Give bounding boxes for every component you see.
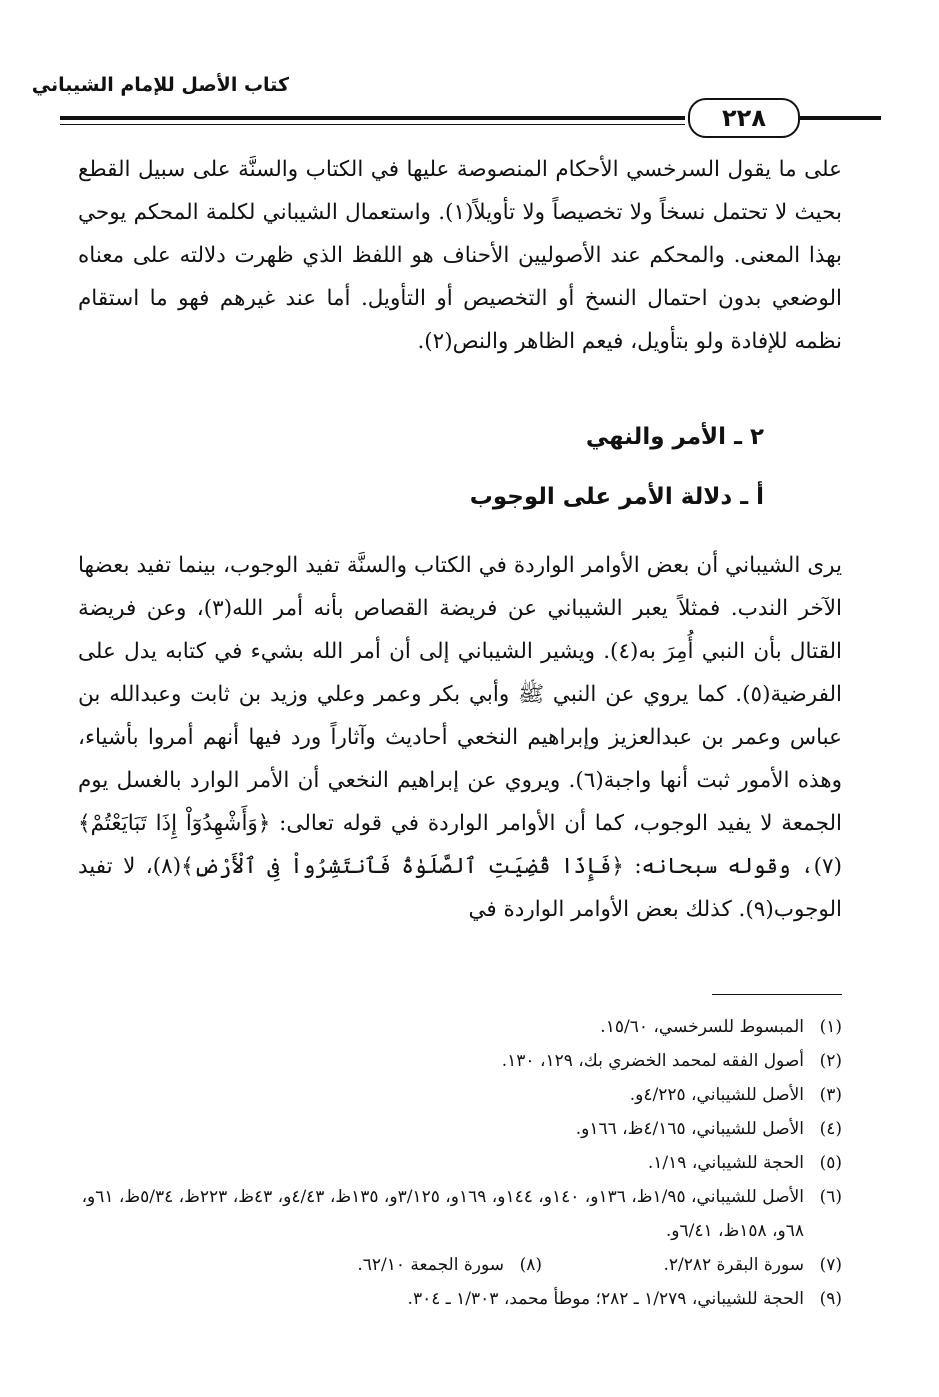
footnote-text: سورة البقرة ٢/٢٨٢. <box>663 1255 804 1275</box>
footnote-text: المبسوط للسرخسي، ١٥/٦٠. <box>600 1017 804 1037</box>
footnote-text: الأصل للشيباني، ٤/١٦٥ظ، ١٦٦و. <box>575 1119 804 1139</box>
footnote-number: (١) <box>819 1017 842 1037</box>
footnote-6 <box>80 1180 842 1248</box>
footnotes <box>80 1010 842 1316</box>
footnote-7 <box>542 1248 842 1282</box>
footnote-number: (٦) <box>819 1187 842 1207</box>
intro-paragraph: على ما يقول السرخسي الأحكام المنصوصة عليها في الكتاب والسنَّة على سبيل القطع بحيث لا تحتمل نسخاً ولا تخصيصاً ولا تأويلاً(١). واستعمال الشيباني لكلمة المحكم يوحي بهذا المعنى. والمحكم عند الأصوليين الأحناف هو اللفظ الذي ظهرت دلالته على معناه الوضعي بدون احتمال النسخ أو التخصيص أو التأويل. أما عند غيرهم فهو ما استقام نظمه للإفادة ولو بتأويل، فيعم الظاهر والنص(٢). <box>78 157 842 354</box>
footnote-number: (٤) <box>819 1119 842 1139</box>
footnote-text: أصول الفقه لمحمد الخضري بك، ١٢٩، ١٣٠. <box>501 1051 804 1071</box>
subsection-heading: أ ـ دلالة الأمر على الوجوب <box>469 484 764 510</box>
footnote-3 <box>80 1078 842 1112</box>
footnote-2 <box>80 1044 842 1078</box>
header-rule-right <box>797 116 881 120</box>
footnote-text: الأصل للشيباني، ٤/٢٢٥و. <box>629 1085 804 1105</box>
footnote-1 <box>80 1010 842 1044</box>
section-heading: ٢ ـ الأمر والنهي <box>585 424 764 450</box>
header-rule <box>60 116 685 120</box>
footnote-9 <box>80 1282 842 1316</box>
footnote-text: الحجة للشيباني، ١/١٩. <box>647 1153 804 1173</box>
footnote-number: (٥) <box>819 1153 842 1173</box>
footnote-number: (٢) <box>819 1051 842 1071</box>
footnote-8 <box>242 1248 542 1282</box>
footnote-text: سورة الجمعة ٦٢/١٠. <box>357 1255 504 1275</box>
footnote-number: (٩) <box>819 1289 842 1309</box>
book-title: كتاب الأصل للإمام الشيباني <box>31 74 289 96</box>
footnote-number: (٨) <box>519 1255 542 1275</box>
footnote-text: الأصل للشيباني، ١/٩٥ظ، ١٣٦و، ١٤٠و، ١٤٤و، ١٦٩و، ٣/١٢٥و، ١٣٥ظ، ٤/٤٣و، ٤٣ظ، ٢٢٣ظ، ٥/٣٤ظ، ٦١و، ٦٨و، ١٥٨ظ، ٦/٤١و. <box>81 1187 804 1241</box>
header-rule-thin <box>60 124 685 125</box>
footnote-text: الحجة للشيباني، ١/٢٧٩ ـ ٢٨٢؛ موطأ محمد، ١/٣٠٣ ـ ٣٠٤. <box>407 1289 804 1309</box>
footnote-number: (٣) <box>819 1085 842 1105</box>
footnote-number: (٧) <box>819 1255 842 1275</box>
footnote-row-7-8 <box>80 1248 842 1282</box>
footnote-separator <box>712 994 842 995</box>
footnote-4 <box>80 1112 842 1146</box>
footnote-5 <box>80 1146 842 1180</box>
body-paragraph: يرى الشيباني أن بعض الأوامر الواردة في الكتاب والسنَّة تفيد الوجوب، بينما تفيد بعضها الآخر الندب. فمثلاً يعبر الشيباني عن فريضة القصاص بأنه أمر الله(٣)، وعن فريضة القتال بأن النبي أُمِرَ به(٤). ويشير الشيباني إلى أن أمر الله بشيء في كتابه يدل على الفرضية(٥). كما يروي عن النبي ﷺ وأبي بكر وعمر وعلي وزيد بن ثابت وعبدالله بن عباس وعمر بن عبدالعزيز وإبراهيم النخعي أحاديث وآثاراً ورد فيها أنهم أمروا بأشياء، وهذه الأمور ثبت أنها واجبة(٦). ويروي عن إبراهيم النخعي أن الأمر الوارد بالغسل يوم الجمعة لا يفيد الوجوب، كما أن الأوامر الواردة في قوله تعالى: ﴿وَأَشْهِدُوٓاْ إِذَا تَبَايَعْتُمْ﴾(٧)، وقوله سبحانه: ﴿فَإِذَا قُضِيَتِ ٱلصَّلَوٰةُ فَٱنتَشِرُواْ فِى ٱلْأَرْضِ﴾(٨)، لا تفيد الوجوب(٩). كذلك بعض الأوامر الواردة في <box>78 553 842 922</box>
page-number: ٢٢٨ <box>688 98 800 138</box>
